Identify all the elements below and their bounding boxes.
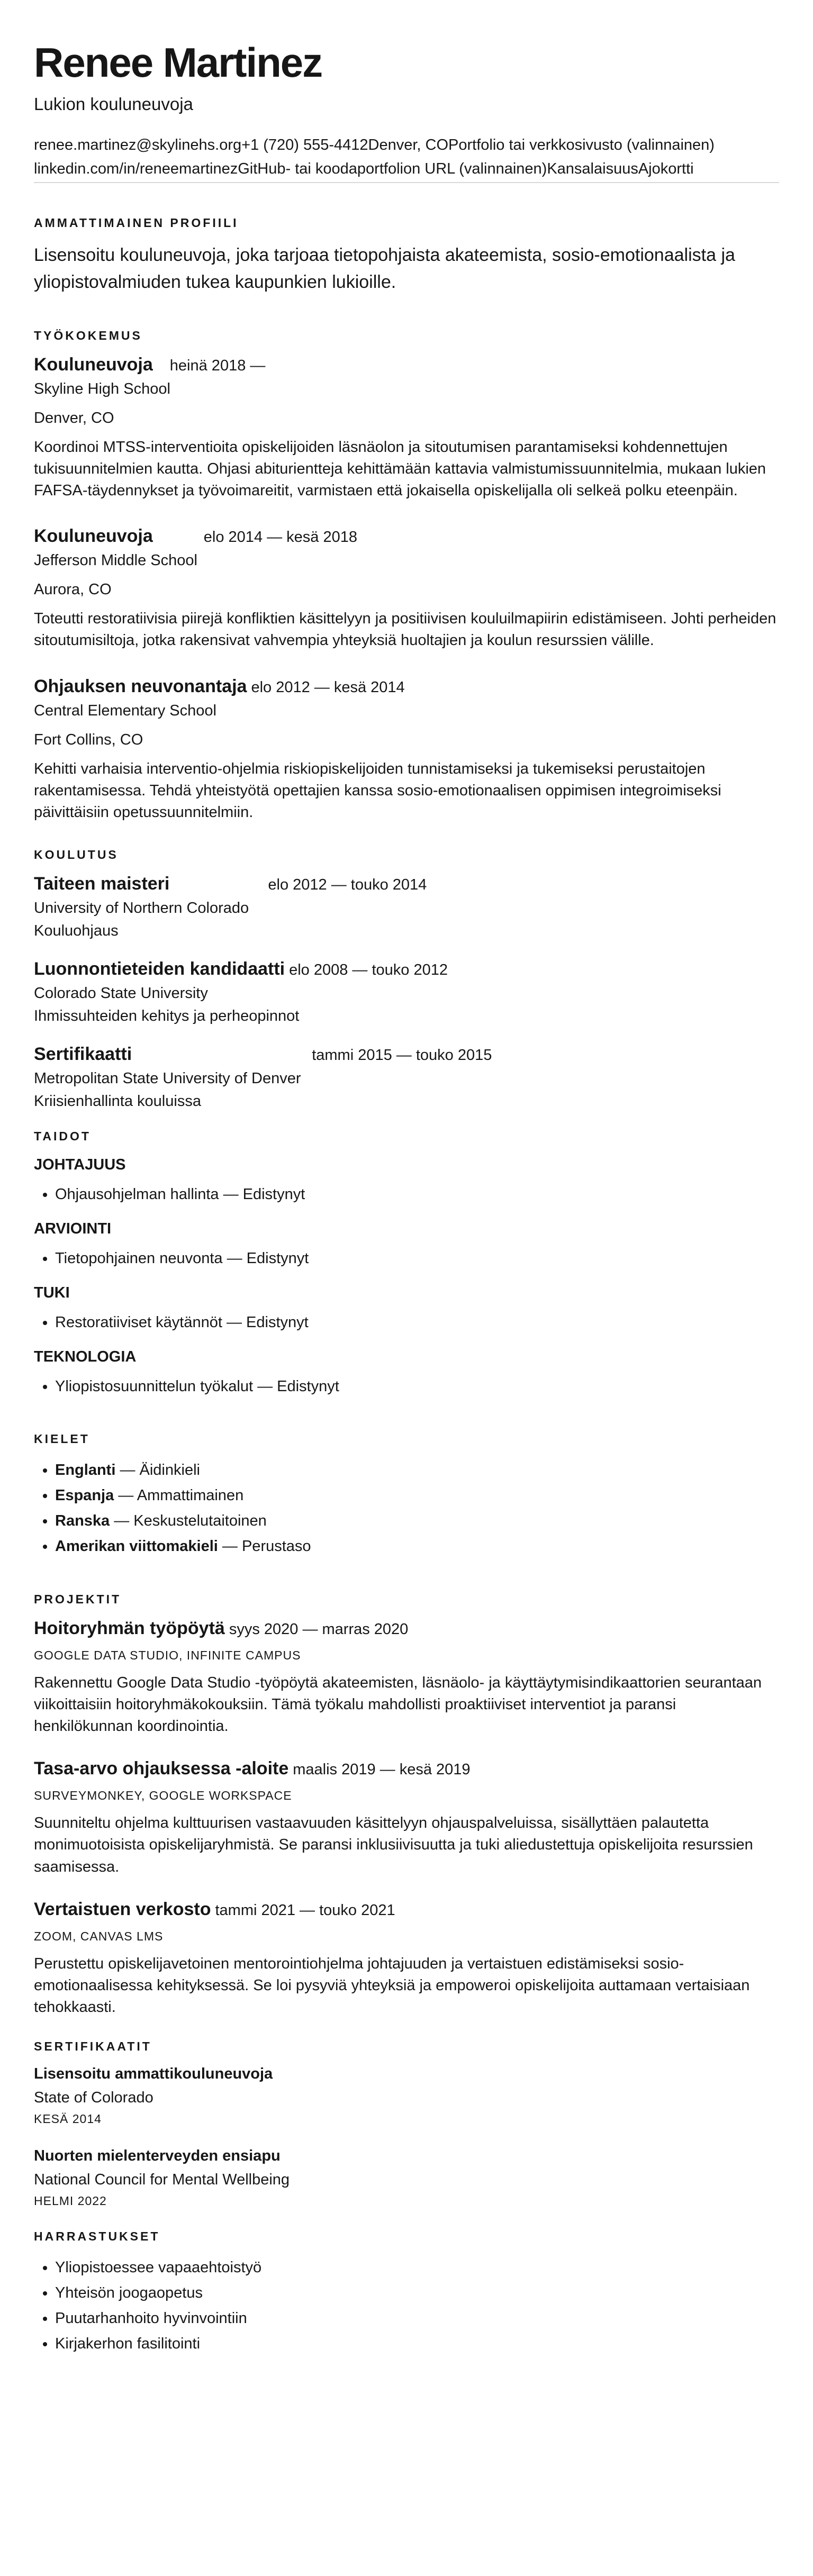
contact-row-1 [34, 133, 779, 157]
education-entry [34, 874, 779, 940]
language-name: Espanja [55, 1487, 114, 1504]
skill-item: • Restoratiiviset käytännöt — Edistynyt [55, 1310, 779, 1336]
skill-category [34, 1284, 779, 1336]
job-dates: elo 2014 — kesä 2018 [203, 529, 358, 546]
section-heading: PROJEKTIT [34, 1592, 122, 1606]
skill-category-name: TEKNOLOGIA [34, 1348, 137, 1365]
certification-issuer: National Council for Mental Wellbeing [34, 2171, 290, 2189]
certification-date: KESÄ 2014 [34, 2112, 102, 2126]
job-description: Koordinoi MTSS-interventioita opiskelijoiden läsnäolon ja sitoutumisen parantamiseksi kohdennettujen tukisuunnitelmien kautta. Ohjasi abiturientteja kehittämään kattavia valmistumissuunnitelmia, mukaan lukien FAFSA-täydennykset ja työvoimareitit, varmistaen että jokaisella opiskelijalla oli selkeä polku eteenpäin. [34, 438, 766, 500]
job-role: Kouluneuvoja [34, 354, 153, 375]
language-level: Keskustelutaitoinen [133, 1512, 267, 1530]
contact-row-2 [34, 157, 779, 181]
job-role: Ohjauksen neuvonantaja [34, 676, 247, 696]
hobby-item: • Puutarhanhoito hyvinvointiin [55, 2306, 779, 2332]
employer: Central Elementary School [34, 702, 216, 719]
project-dates: maalis 2019 — kesä 2019 [293, 1761, 471, 1779]
field-of-study: Ihmissuhteiden kehitys ja perheopinnot [34, 1008, 300, 1025]
language-item: • Ranska — Keskustelutaitoinen [55, 1509, 779, 1534]
project-title: Tasa-arvo ohjauksessa -aloite [34, 1758, 289, 1779]
section-heading: KOULUTUS [34, 848, 119, 862]
resume-header [34, 40, 779, 183]
degree: Sertifikaatti [34, 1044, 132, 1065]
citizenship: Kansalaisuus [547, 160, 638, 177]
section-heading: TAIDOT [34, 1129, 91, 1144]
skill-item: • Ohjausohjelman hallinta — Edistynyt [55, 1182, 779, 1208]
project-entry [34, 1758, 779, 1878]
certification-name: Lisensoitu ammattikouluneuvoja [34, 2065, 273, 2083]
skill-category-name: JOHTAJUUS [34, 1156, 126, 1174]
degree: Taiteen maisteri [34, 874, 170, 894]
job-location: Denver, CO [34, 409, 114, 427]
project-description: Suunniteltu ohjelma kulttuurisen vastaavuuden käsittelyyn ohjauspalveluissa, sisällyttäen palautetta monimuotoisista opiskelijaryhmistä. Se paransi inklusiivisuutta ja tuki aliedustettuja opiskelijoita resurssien saamisessa. [34, 1815, 753, 1875]
experience-entry [34, 526, 779, 651]
portfolio[interactable]: Portfolio tai verkkosivusto (valinnainen) [448, 136, 715, 153]
certification-entry [34, 2147, 779, 2208]
hobbies-section [34, 2229, 779, 2356]
language-item: • Englanti — Äidinkieli [55, 1458, 779, 1483]
project-dates: syys 2020 — marras 2020 [229, 1620, 409, 1638]
projects-section [34, 1592, 779, 2019]
project-tools: GOOGLE DATA STUDIO, INFINITE CAMPUS [34, 1648, 301, 1662]
job-description: Toteutti restoratiivisia piirejä konfliktien käsittelyyn ja positiivisen kouluilmapiirin edistämiseen. Johti perheiden sitoutumisiltoja, jotka rakensivat vahvempia yhteyksiä huoltajien ja koulun resurssien välille. [34, 610, 776, 649]
skills-section [34, 1129, 779, 1399]
language-item: • Amerikan viittomakieli — Perustaso [55, 1534, 779, 1559]
project-entry [34, 1618, 779, 1738]
project-entry [34, 1899, 779, 2019]
job-dates: heinä 2018 — [169, 357, 266, 374]
languages-section [34, 1432, 779, 1559]
linkedin[interactable]: linkedin.com/in/reneemartinez [34, 160, 238, 177]
skill-category [34, 1348, 779, 1400]
language-name: Englanti [55, 1462, 116, 1479]
section-heading: HARRASTUKSET [34, 2229, 160, 2244]
skill-item: • Tietopohjainen neuvonta — Edistynyt [55, 1246, 779, 1272]
certifications-section [34, 2039, 779, 2208]
employer: Jefferson Middle School [34, 552, 197, 569]
project-title: Hoitoryhmän työpöytä [34, 1618, 225, 1638]
school: Metropolitan State University of Denver [34, 1070, 301, 1087]
project-dates: tammi 2021 — touko 2021 [215, 1901, 395, 1919]
project-description: Rakennettu Google Data Studio -työpöytä akateemisten, läsnäolo- ja käyttäytymisindikaattorien seurantaan viikoittaisiin hoitoryhmäkokouksiin. Tämä työkalu mahdollisti proaktiiviset interventiot ja paransi henkilökunnan koordinointia. [34, 1674, 762, 1735]
header-divider [34, 182, 779, 183]
skill-item: • Yliopistosuunnittelun työkalut — Edistynyt [55, 1374, 779, 1400]
education-section [34, 848, 779, 1110]
language-level: Äidinkieli [139, 1462, 200, 1479]
language-item: • Espanja — Ammattimainen [55, 1483, 779, 1509]
hobby-item: • Kirjakerhon fasilitointi [55, 2332, 779, 2357]
person-name: Renee Martinez [34, 39, 322, 86]
section-heading: TYÖKOKEMUS [34, 328, 142, 342]
email[interactable]: renee.martinez@skylinehs.org [34, 136, 242, 153]
section-heading: SERTIFIKAATIT [34, 2039, 152, 2054]
hobby-item: • Yhteisön joogaopetus [55, 2281, 779, 2306]
drivers-license: Ajokortti [638, 160, 694, 177]
job-title: Lukion kouluneuvoja [34, 94, 193, 114]
field-of-study: Kouluohjaus [34, 922, 119, 940]
experience-entry [34, 676, 779, 824]
contact-info [34, 133, 779, 181]
skill-category-name: ARVIOINTI [34, 1220, 112, 1237]
employer: Skyline High School [34, 380, 170, 397]
skill-category [34, 1220, 779, 1272]
language-name: Amerikan viittomakieli [55, 1537, 218, 1555]
section-heading: AMMATTIMAINEN PROFIILI [34, 215, 239, 230]
certification-date: HELMI 2022 [34, 2194, 107, 2208]
education-entry [34, 959, 779, 1025]
project-tools: ZOOM, CANVAS LMS [34, 1929, 164, 1943]
section-heading: KIELET [34, 1432, 90, 1446]
hobby-item: • Yliopistoessee vapaaehtoistyö [55, 2255, 779, 2281]
certification-name: Nuorten mielenterveyden ensiapu [34, 2147, 281, 2165]
field-of-study: Kriisienhallinta kouluissa [34, 1093, 201, 1110]
certification-issuer: State of Colorado [34, 2089, 153, 2107]
language-level: Ammattimainen [137, 1487, 244, 1504]
certification-entry [34, 2065, 779, 2126]
education-dates: elo 2008 — touko 2012 [289, 962, 448, 979]
school: Colorado State University [34, 985, 208, 1002]
school: University of Northern Colorado [34, 900, 249, 917]
project-description: Perustettu opiskelijavetoinen mentorointiohjelma johtajuuden ja vertaistuen edistämiseksi sosio-emotionaalisessa kehityksessä. Se loi pysyviä yhteyksiä ja empoweroi opiskelijoita auttamaan vertaisiaan tehokkaasti. [34, 1955, 750, 2016]
language-name: Ranska [55, 1512, 110, 1530]
github[interactable]: GitHub- tai koodaportfolion URL (valinnainen) [238, 160, 547, 177]
degree: Luonnontieteiden kandidaatti [34, 959, 285, 979]
education-dates: elo 2012 — touko 2014 [268, 876, 427, 894]
job-role: Kouluneuvoja [34, 526, 153, 547]
job-description: Kehitti varhaisia interventio-ohjelmia riskiopiskelijoiden tunnistamiseksi ja tukemiseksi perustaitojen rakentamisessa. Tehdä yhteistyötä opettajien kanssa sosio-emotionaalisen oppimisen integroimiseksi päivittäisiin opetussuunnitelmiin. [34, 760, 721, 821]
job-location: Fort Collins, CO [34, 731, 143, 748]
job-location: Aurora, CO [34, 581, 112, 598]
experience-section [34, 329, 779, 823]
job-dates: elo 2012 — kesä 2014 [251, 678, 405, 696]
profile-section [34, 216, 779, 296]
skill-category-name: TUKI [34, 1284, 70, 1301]
project-tools: SURVEYMONKEY, GOOGLE WORKSPACE [34, 1789, 292, 1803]
education-dates: tammi 2015 — touko 2015 [312, 1047, 492, 1064]
education-entry [34, 1044, 779, 1110]
profile-summary: Lisensoitu kouluneuvoja, joka tarjoaa tietopohjaista akateemista, sosio-emotionaalista ja yliopistovalmiuden tukea kaupunkien lukioille. [34, 244, 735, 292]
phone[interactable]: +1 (720) 555-4412 [241, 136, 368, 153]
project-title: Vertaistuen verkosto [34, 1899, 211, 1919]
location: Denver, CO [368, 136, 449, 153]
language-level: Perustaso [241, 1537, 311, 1555]
skill-category [34, 1156, 779, 1208]
experience-entry [34, 355, 779, 502]
